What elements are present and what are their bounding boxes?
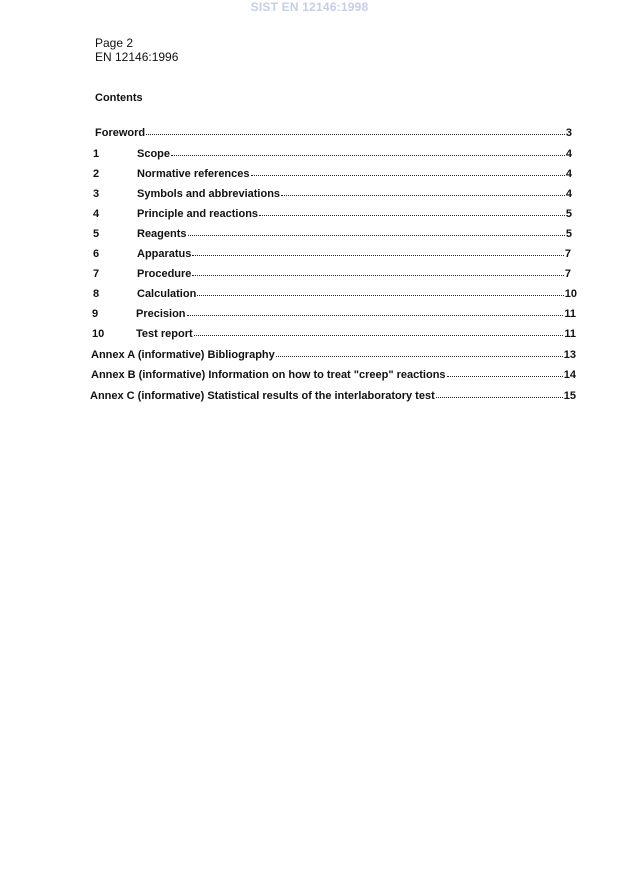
toc-entry-number: 4 <box>93 208 100 220</box>
toc-entry-principle[interactable] <box>93 207 572 221</box>
toc-entry-title: Annex B (informative) Information on how to treat "creep" reactions <box>91 369 446 381</box>
toc-leader-dots <box>192 266 563 276</box>
toc-entry-page: 5 <box>565 208 572 220</box>
toc-entry-precision[interactable] <box>92 307 576 321</box>
toc-entry-number: 1 <box>93 148 100 160</box>
toc-entry-page: 11 <box>564 308 576 320</box>
toc-entry-number: 6 <box>93 248 100 260</box>
toc-leader-dots <box>171 146 565 156</box>
toc-entry-title: Annex C (informative) Statistical results of the interlaboratory test <box>90 390 435 402</box>
toc-leader-dots <box>259 206 565 216</box>
toc-entry-number: 2 <box>93 168 100 180</box>
toc-entry-number: 5 <box>93 228 100 240</box>
toc-entry-procedure[interactable] <box>93 267 571 281</box>
toc-entry-title: Procedure <box>137 268 192 280</box>
toc-entry-reagents[interactable] <box>93 227 572 241</box>
toc-leader-dots <box>194 326 564 336</box>
toc-entry-page: 11 <box>564 328 576 340</box>
standard-id: EN 12146:1996 <box>95 50 179 64</box>
toc-entry-title: Precision <box>136 308 186 320</box>
toc-leader-dots <box>197 286 563 296</box>
toc-entry-title: Annex A (informative) Bibliography <box>91 349 275 361</box>
toc-entry-page: 15 <box>563 390 576 402</box>
toc-entry-page: 7 <box>564 268 571 280</box>
toc-entry-page: 4 <box>565 188 572 200</box>
toc-entry-page: 10 <box>564 288 577 300</box>
toc-entry-title: Test report <box>136 328 193 340</box>
toc-entry-title: Foreword <box>95 127 146 139</box>
toc-entry-annex-a[interactable] <box>91 348 576 362</box>
toc-leader-dots <box>281 186 565 196</box>
toc-entry-page: 3 <box>565 127 572 139</box>
toc-entry-annex-c[interactable] <box>90 389 576 403</box>
toc-entry-number: 9 <box>92 308 99 320</box>
contents-heading: Contents <box>95 92 143 104</box>
toc-leader-dots <box>188 226 565 236</box>
toc-leader-dots <box>187 306 564 316</box>
toc-entry-number: 8 <box>93 288 100 300</box>
toc-entry-page: 7 <box>564 248 571 260</box>
toc-entry-test-report[interactable] <box>92 327 576 341</box>
toc-leader-dots <box>436 388 563 398</box>
toc-entry-title: Apparatus <box>137 248 192 260</box>
toc-entry-title: Normative references <box>137 168 250 180</box>
toc-entry-number: 3 <box>93 188 100 200</box>
toc-leader-dots <box>146 125 565 135</box>
toc-entry-page: 4 <box>565 168 572 180</box>
toc-leader-dots <box>276 347 563 357</box>
toc-entry-annex-b[interactable] <box>91 368 576 382</box>
toc-entry-title: Reagents <box>137 228 187 240</box>
toc-entry-calculation[interactable] <box>93 287 577 301</box>
toc-leader-dots <box>251 166 565 176</box>
page-number: Page 2 <box>95 36 134 50</box>
toc-entry-title: Principle and reactions <box>137 208 259 220</box>
toc-entry-number: 7 <box>93 268 100 280</box>
toc-entry-number: 10 <box>92 328 105 340</box>
toc-entry-apparatus[interactable] <box>93 247 571 261</box>
toc-leader-dots <box>192 246 563 256</box>
toc-leader-dots <box>447 367 563 377</box>
toc-entry-title: Symbols and abbreviations <box>137 188 281 200</box>
watermark: SIST EN 12146:1998 <box>250 0 369 14</box>
toc-entry-symbols[interactable] <box>93 187 572 201</box>
toc-entry-page: 4 <box>565 148 572 160</box>
toc-entry-page: 13 <box>563 349 576 361</box>
toc-entry-normative-references[interactable] <box>93 167 572 181</box>
toc-entry-scope[interactable] <box>93 147 572 161</box>
toc-entry-foreword[interactable] <box>95 126 572 140</box>
toc-entry-page: 14 <box>563 369 576 381</box>
toc-entry-title: Scope <box>137 148 171 160</box>
toc-entry-title: Calculation <box>137 288 197 300</box>
toc-entry-page: 5 <box>565 228 572 240</box>
